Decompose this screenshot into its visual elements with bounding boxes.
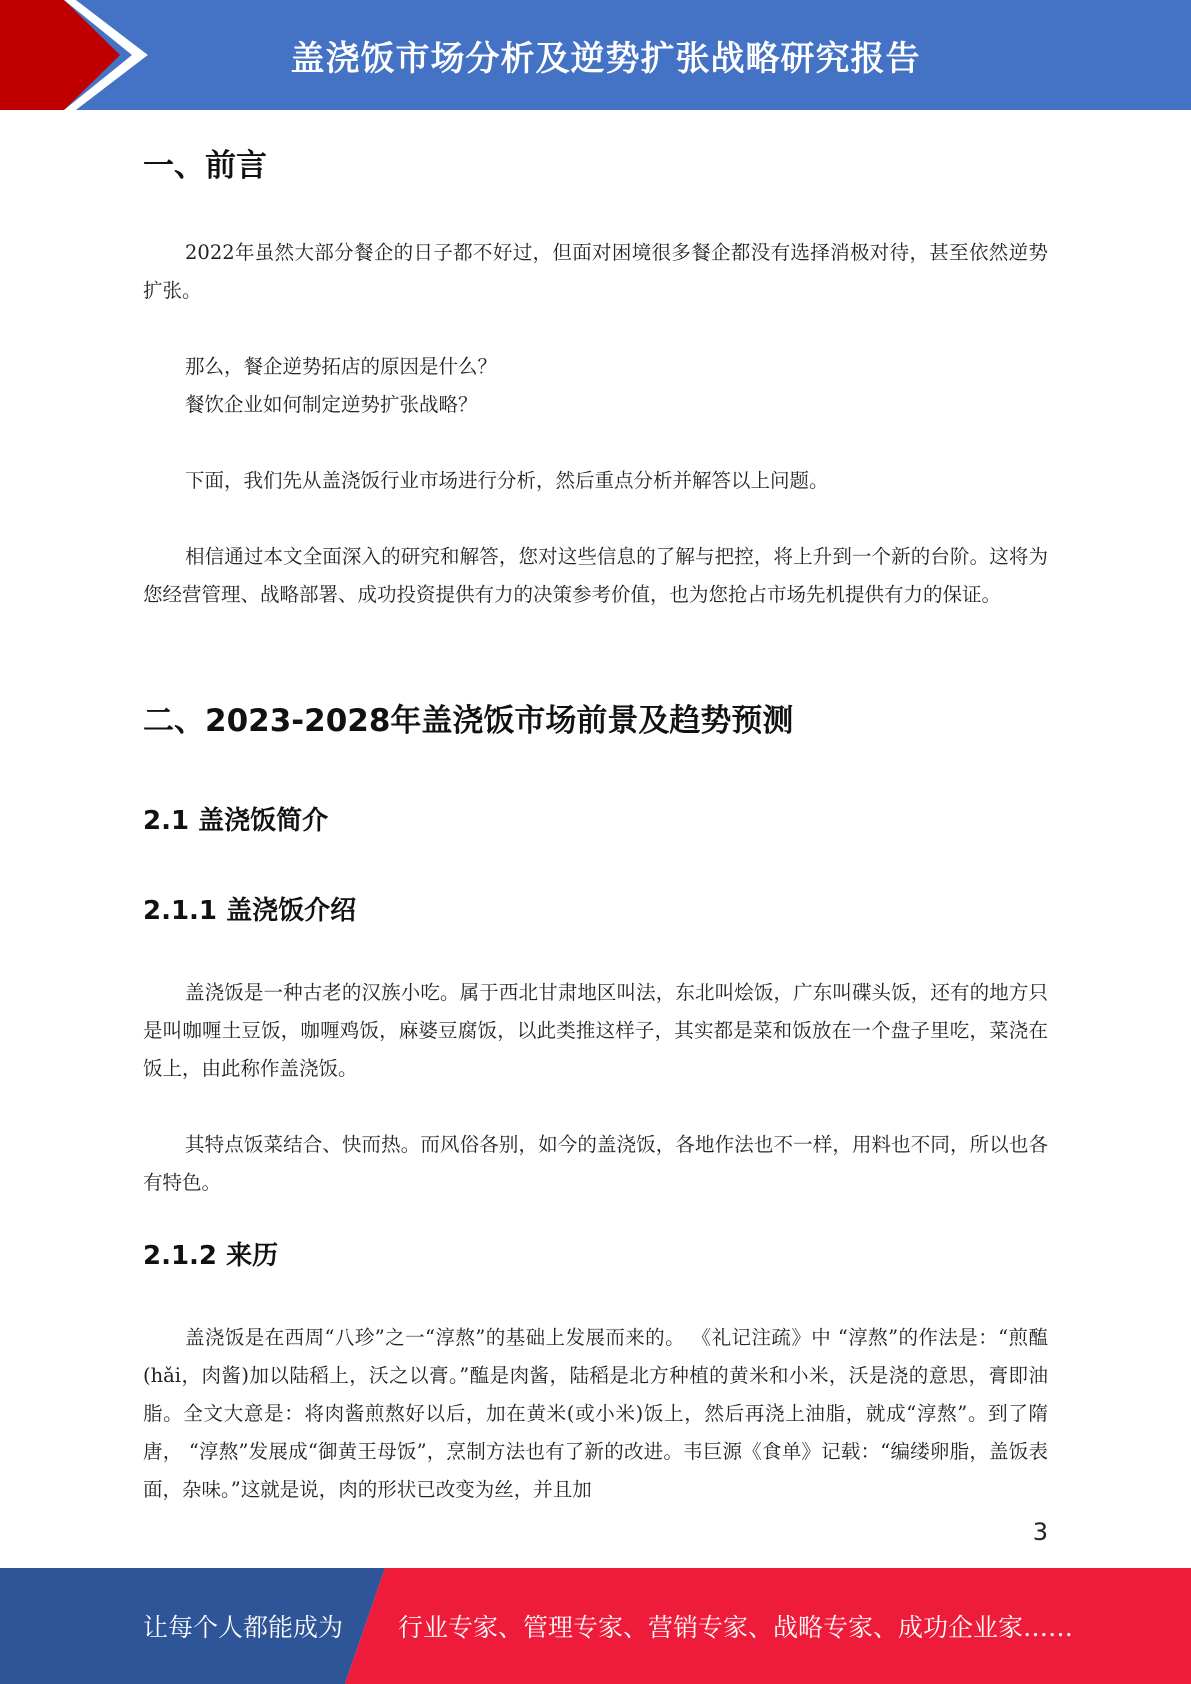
footer-slogan-right: 行业专家、管理专家、营销专家、战略专家、成功企业家…… [398,1613,1074,1642]
section-heading-forecast: 二、2023-2028年盖浇饭市场前景及趋势预测 [143,703,794,739]
subsection-heading-introduction: 2.1.1 盖浇饭介绍 [143,896,357,926]
paragraph: 相信通过本文全面深入的研究和解答，您对这些信息的了解与把控，将上升到一个新的台阶。这将为您经营管理、战略部署、成功投资提供有力的决策参考价值，也为您抢占市场先机提供有力的保证。 [143,545,1048,606]
header-red-arrow-decoration [0,0,160,110]
paragraph: 其特点饭菜结合、快而热。而风俗各别，如今的盖浇饭，各地作法也不一样，用料也不同，所以也各有特色。 [143,1133,1048,1194]
paragraph: 餐饮企业如何制定逆势扩张战略？ [185,393,478,416]
paragraph: 2022年虽然大部分餐企的日子都不好过，但面对困境很多餐企都没有选择消极对待，甚至依然逆势扩张。 [143,241,1048,302]
paragraph: 那么，餐企逆势拓店的原因是什么？ [185,355,498,378]
paragraph: 盖浇饭是一种古老的汉族小吃。属于西北甘肃地区叫法，东北叫烩饭，广东叫碟头饭，还有的地方只是叫咖喱土豆饭，咖喱鸡饭，麻婆豆腐饭，以此类推这样子，其实都是菜和饭放在一个盘子里吃，菜浇在饭上，由此称作盖浇饭。 [143,981,1048,1080]
paragraph: 盖浇饭是在西周“八珍”之一“淳熬”的基础上发展而来的。 《礼记注疏》中 “淳熬”的作法是：“煎醢(hǎi，肉酱)加以陆稻上，沃之以膏。”醢是肉酱，陆稻是北方种植的黄米和小米，沃是浇的意思，膏即油脂。全文大意是：将肉酱煎熬好以后，加在黄米(或小米)饭上，然后再浇上油脂，就成“淳熬”。到了隋唐， “淳熬”发展成“御黄王母饭”，烹制方法也有了新的改进。韦巨源《食单》记载：“编缕卵脂，盖饭表面，杂味。”这就是说，肉的形状已改变为丝，并且加 [143,1326,1048,1501]
paragraph: 下面，我们先从盖浇饭行业市场进行分析，然后重点分析并解答以上问题。 [185,469,829,492]
footer-banner [0,1568,1191,1684]
subsection-heading-intro: 2.1 盖浇饭简介 [143,806,329,836]
section-heading-preface: 一、前言 [143,148,267,184]
footer-slogan-left: 让每个人都能成为 [143,1613,344,1642]
page-number: 3 [1032,1518,1048,1546]
subsection-heading-origin: 2.1.2 来历 [143,1241,279,1271]
header-bar [0,0,1191,110]
document-title: 盖浇饭市场分析及逆势扩张战略研究报告 [290,38,921,79]
